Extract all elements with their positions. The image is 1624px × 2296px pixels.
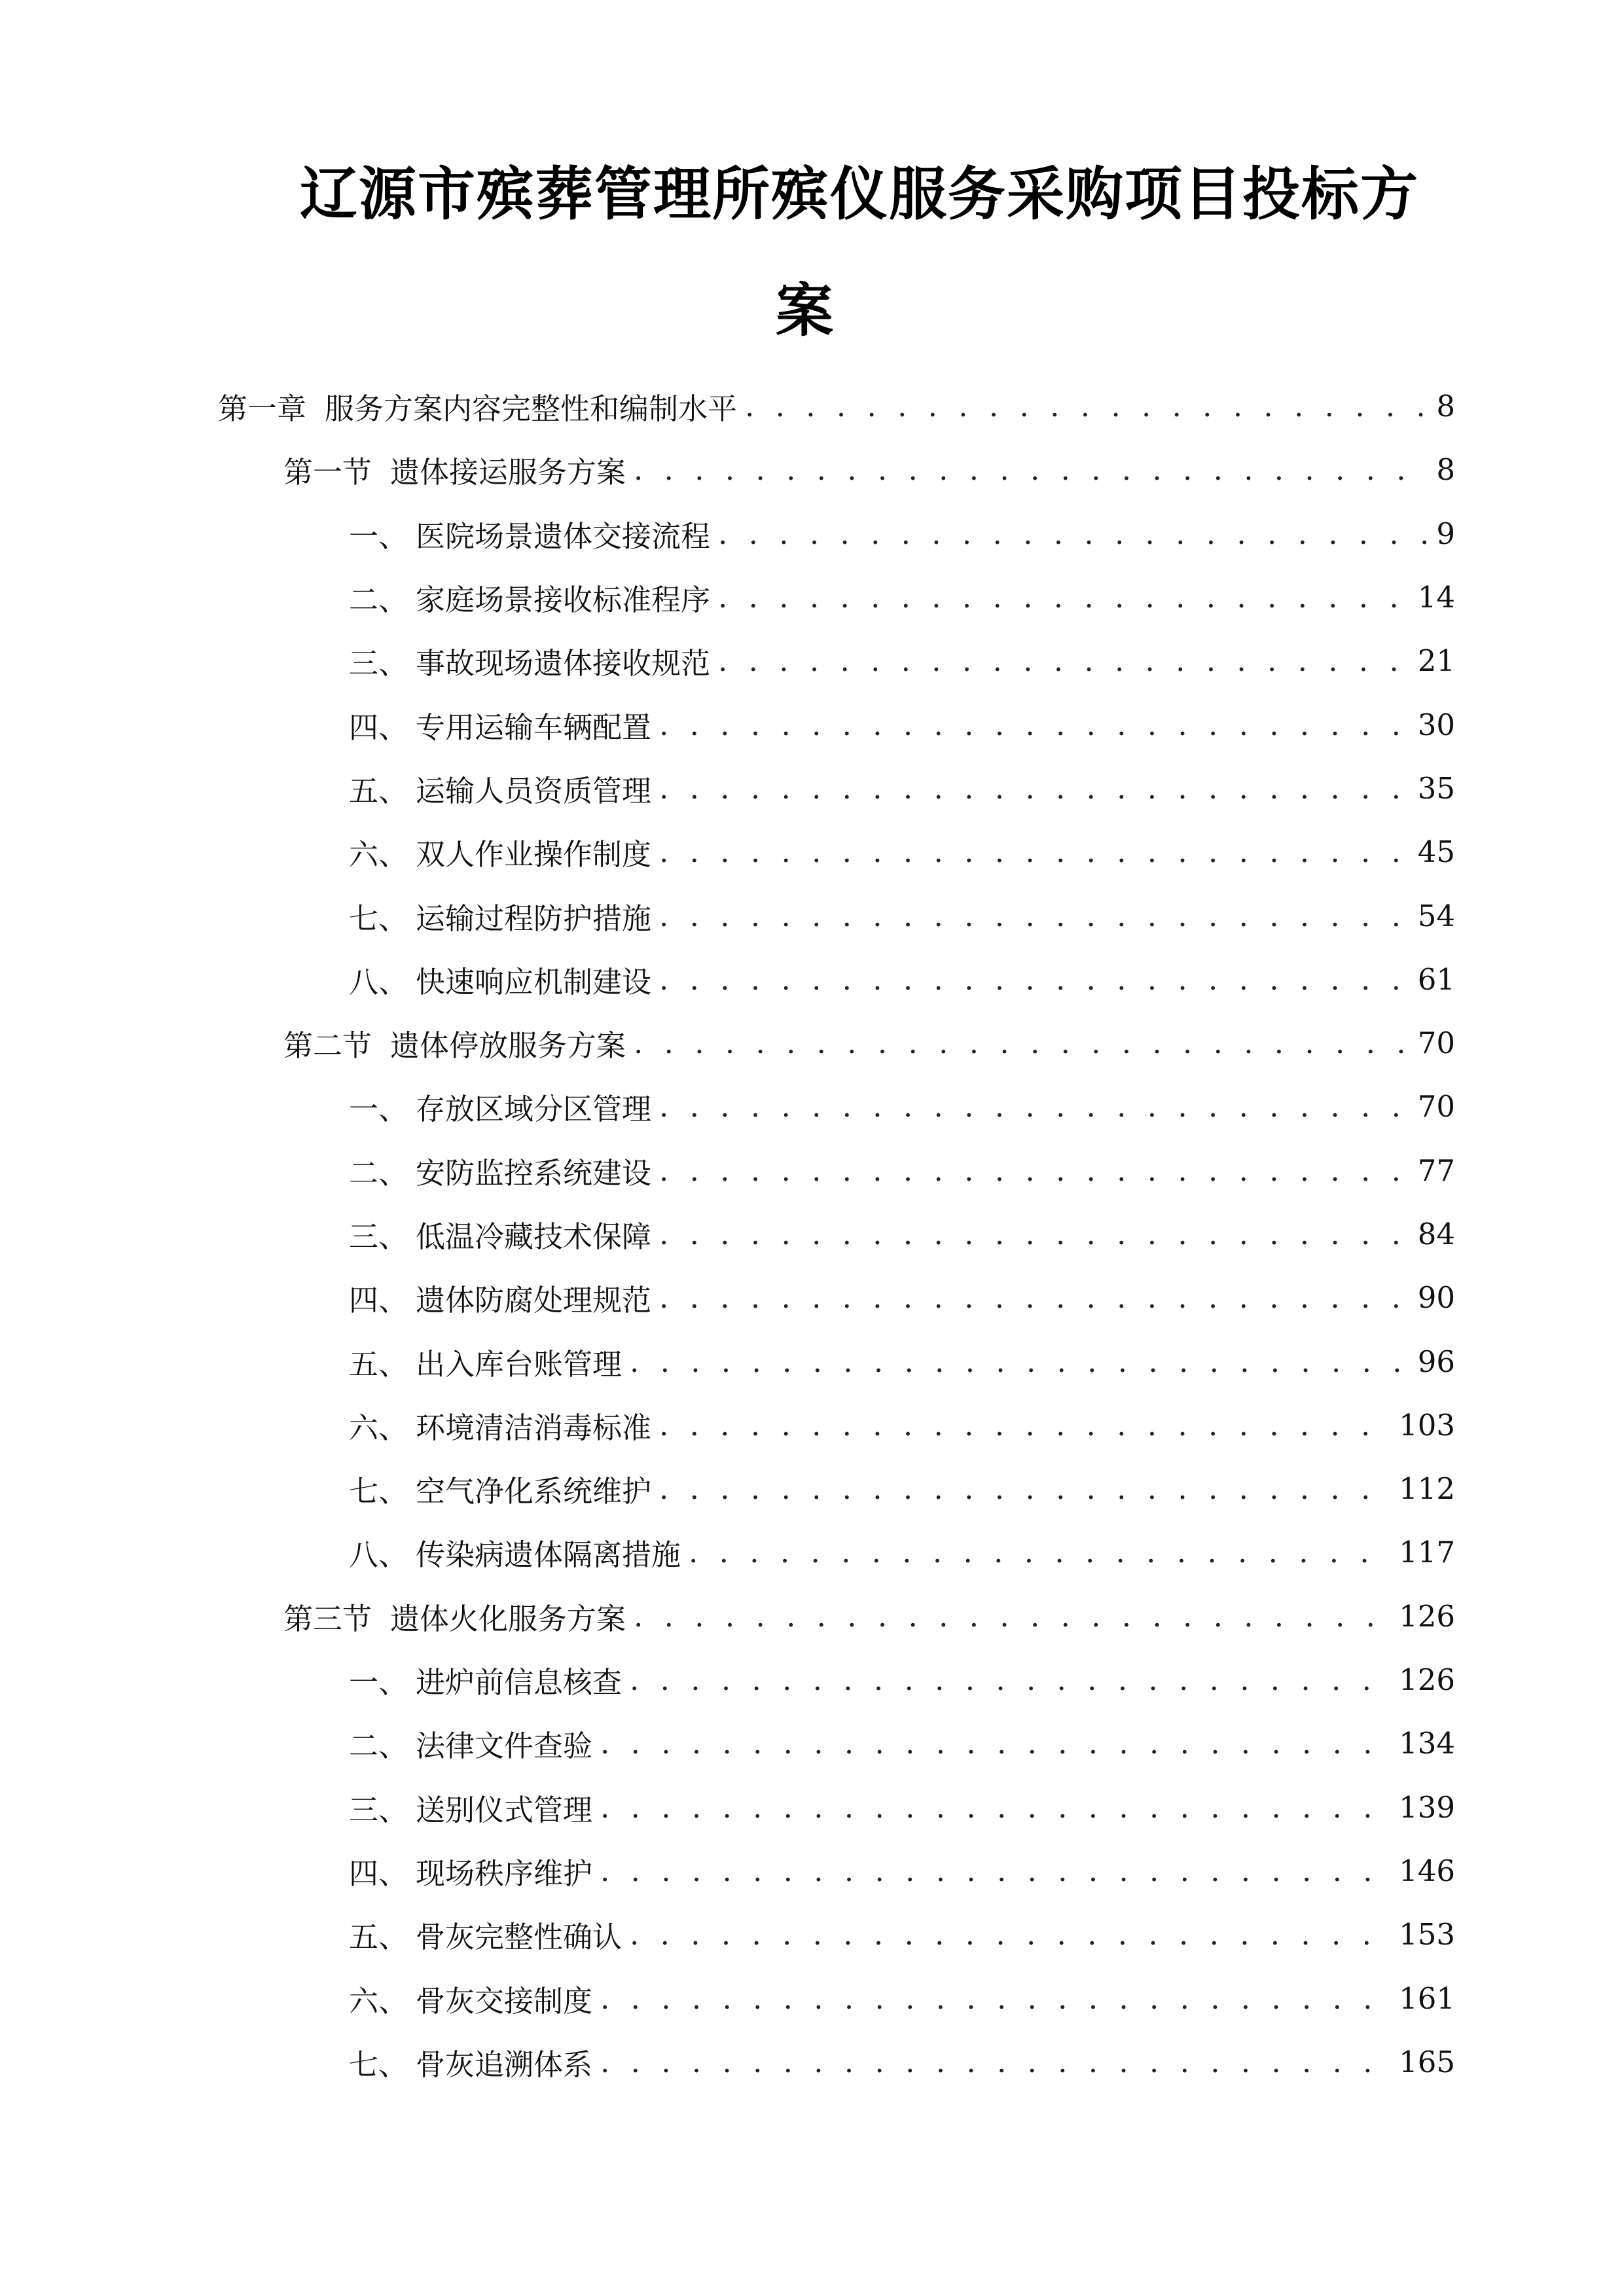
toc-entry-title: 家庭场景接收标准程序 [416, 583, 711, 618]
toc-dot-leader [659, 962, 1410, 997]
toc-entry-title: 遗体火化服务方案 [390, 1601, 626, 1636]
toc-entry[interactable] [0, 884, 1624, 947]
toc-entry[interactable] [0, 1776, 1624, 1839]
toc-entry-number: 三、 [349, 646, 408, 681]
toc-entry-number: 第三节 [283, 1601, 372, 1636]
toc-entry-number: 七、 [349, 901, 408, 936]
toc-entry[interactable] [0, 438, 1624, 501]
toc-entry-number: 七、 [349, 2047, 408, 2082]
toc-entry[interactable] [0, 1585, 1624, 1648]
toc-entry[interactable] [0, 1648, 1624, 1712]
toc-dot-leader [600, 1726, 1391, 1761]
toc-entry-title: 遗体防腐处理规范 [416, 1283, 652, 1318]
toc-page-number: 14 [1417, 580, 1455, 615]
toc-dot-leader [718, 516, 1428, 551]
toc-entry-title: 安防监控系统建设 [416, 1155, 652, 1191]
toc-entry[interactable] [0, 629, 1624, 692]
toc-dot-leader [634, 452, 1428, 487]
toc-page-number: 8 [1436, 452, 1455, 488]
toc-page-number: 61 [1417, 961, 1455, 997]
toc-entry-title: 进炉前信息核查 [416, 1665, 623, 1700]
toc-page-number: 117 [1399, 1535, 1455, 1570]
toc-page-number: 70 [1417, 1026, 1455, 1061]
toc-entry-title: 服务方案内容完整性和编制水平 [325, 391, 738, 427]
toc-entry-number: 五、 [349, 773, 408, 808]
toc-page-number: 54 [1417, 898, 1455, 933]
toc-dot-leader [600, 1981, 1391, 2016]
toc-dot-leader [659, 834, 1410, 869]
toc-entry[interactable] [0, 757, 1624, 820]
toc-page-number: 161 [1399, 1981, 1455, 2016]
toc-page-number: 70 [1417, 1089, 1455, 1124]
toc-entry-title: 运输人员资质管理 [416, 773, 652, 808]
toc-dot-leader [634, 1599, 1391, 1634]
toc-entry-number: 八、 [349, 964, 408, 999]
toc-entry[interactable] [0, 1839, 1624, 1903]
toc-page-number: 35 [1417, 770, 1455, 806]
toc-entry-title: 环境清洁消毒标准 [416, 1410, 652, 1445]
toc-entry-title: 专用运输车辆配置 [416, 709, 652, 745]
toc-entry[interactable] [0, 1903, 1624, 1966]
toc-page-number: 45 [1417, 834, 1455, 870]
toc-dot-leader [634, 1026, 1410, 1060]
toc-page-number: 153 [1399, 1917, 1455, 1952]
toc-page-number: 146 [1399, 1853, 1455, 1888]
toc-dot-leader [659, 1217, 1410, 1251]
toc-entry[interactable] [0, 1011, 1624, 1075]
toc-entry-title: 低温冷藏技术保障 [416, 1219, 652, 1254]
toc-entry[interactable] [0, 1966, 1624, 2030]
toc-dot-leader [745, 389, 1428, 423]
document-title-line-2: 案 [776, 277, 835, 344]
toc-dot-leader [689, 1535, 1391, 1570]
toc-page-number: 165 [1399, 2044, 1455, 2079]
toc-page-number: 30 [1417, 707, 1455, 742]
toc-entry-number: 七、 [349, 1474, 408, 1509]
toc-entry[interactable] [0, 1266, 1624, 1329]
toc-entry[interactable] [0, 1139, 1624, 1202]
toc-dot-leader [659, 1471, 1391, 1506]
toc-page-number: 96 [1417, 1344, 1455, 1379]
toc-dot-leader [718, 643, 1410, 678]
toc-dot-leader [659, 1280, 1410, 1315]
toc-entry[interactable] [0, 948, 1624, 1011]
toc-entry[interactable] [0, 1075, 1624, 1138]
document-title-line-1: 辽源市殡葬管理所殡仪服务采购项目投标方 [300, 160, 1420, 228]
toc-entry-title: 医院场景遗体交接流程 [416, 518, 711, 554]
toc-page-number: 90 [1417, 1280, 1455, 1316]
toc-entry[interactable] [0, 1457, 1624, 1520]
toc-entry-number: 六、 [349, 1983, 408, 2018]
toc-dot-leader [659, 771, 1410, 806]
toc-entry-title: 送别仪式管理 [416, 1792, 593, 1827]
toc-entry-title: 运输过程防护措施 [416, 901, 652, 936]
toc-entry-title: 骨灰交接制度 [416, 1983, 593, 2018]
toc-dot-leader [659, 1153, 1410, 1188]
toc-entry[interactable] [0, 820, 1624, 884]
toc-entry[interactable] [0, 1520, 1624, 1584]
toc-entry-title: 传染病遗体隔离措施 [416, 1537, 681, 1573]
toc-entry-title: 遗体接运服务方案 [390, 455, 626, 490]
toc-entry-title: 空气净化系统维护 [416, 1474, 652, 1509]
toc-dot-leader [659, 1408, 1391, 1443]
toc-entry-number: 三、 [349, 1219, 408, 1254]
toc-entry-number: 六、 [349, 1410, 408, 1445]
toc-dot-leader [630, 1344, 1410, 1379]
table-of-contents [0, 374, 1624, 2094]
toc-page-number: 112 [1399, 1471, 1455, 1507]
toc-entry-title: 快速响应机制建设 [416, 964, 652, 999]
toc-entry-title: 法律文件查验 [416, 1729, 593, 1764]
toc-dot-leader [600, 1854, 1391, 1888]
toc-page-number: 126 [1399, 1662, 1455, 1698]
toc-dot-leader [630, 1662, 1391, 1697]
toc-entry-title: 双人作业操作制度 [416, 837, 652, 872]
toc-entry[interactable] [0, 1329, 1624, 1393]
toc-entry-title: 遗体停放服务方案 [390, 1028, 626, 1064]
toc-entry[interactable] [0, 692, 1624, 756]
toc-page-number: 77 [1417, 1153, 1455, 1188]
toc-page-number: 103 [1399, 1407, 1455, 1443]
toc-entry-number: 二、 [349, 1729, 408, 1764]
toc-entry-title: 存放区域分区管理 [416, 1092, 652, 1127]
toc-dot-leader [600, 1790, 1391, 1825]
toc-entry[interactable] [0, 565, 1624, 629]
toc-entry-title: 骨灰追溯体系 [416, 2047, 593, 2082]
toc-entry[interactable] [0, 502, 1624, 565]
toc-dot-leader [600, 2045, 1391, 2079]
toc-page-number: 8 [1436, 389, 1455, 424]
toc-entry-number: 第一节 [283, 455, 372, 490]
toc-entry[interactable] [0, 1712, 1624, 1775]
toc-page-number: 134 [1399, 1726, 1455, 1761]
toc-entry-number: 一、 [349, 518, 408, 554]
toc-entry-number: 第二节 [283, 1028, 372, 1064]
toc-page-number: 84 [1417, 1217, 1455, 1251]
toc-entry-number: 四、 [349, 709, 408, 745]
toc-entry-number: 三、 [349, 1792, 408, 1827]
toc-entry-number: 一、 [349, 1665, 408, 1700]
toc-entry[interactable] [0, 374, 1624, 438]
toc-entry-number: 六、 [349, 837, 408, 872]
toc-entry-number: 四、 [349, 1283, 408, 1318]
toc-dot-leader [718, 580, 1410, 615]
toc-page-number: 139 [1399, 1789, 1455, 1825]
toc-entry-number: 第一章 [218, 391, 307, 427]
toc-dot-leader [659, 1089, 1410, 1124]
toc-entry[interactable] [0, 1202, 1624, 1266]
toc-entry-number: 二、 [349, 1155, 408, 1191]
toc-entry-title: 骨灰完整性确认 [416, 1920, 623, 1955]
toc-entry-number: 四、 [349, 1856, 408, 1891]
toc-entry[interactable] [0, 2030, 1624, 2094]
toc-entry-title: 出入库台账管理 [416, 1346, 623, 1382]
toc-entry-number: 二、 [349, 583, 408, 618]
toc-entry-number: 一、 [349, 1092, 408, 1127]
toc-entry[interactable] [0, 1393, 1624, 1457]
toc-page-number: 126 [1399, 1598, 1455, 1634]
toc-entry-title: 现场秩序维护 [416, 1856, 593, 1891]
toc-page-number: 21 [1417, 643, 1455, 679]
toc-dot-leader [659, 899, 1410, 933]
toc-entry-number: 五、 [349, 1346, 408, 1382]
toc-page-number: 9 [1436, 516, 1455, 551]
toc-entry-number: 八、 [349, 1537, 408, 1573]
toc-dot-leader [630, 1917, 1391, 1952]
toc-entry-title: 事故现场遗体接收规范 [416, 646, 711, 681]
toc-dot-leader [659, 708, 1410, 742]
toc-entry-number: 五、 [349, 1920, 408, 1955]
